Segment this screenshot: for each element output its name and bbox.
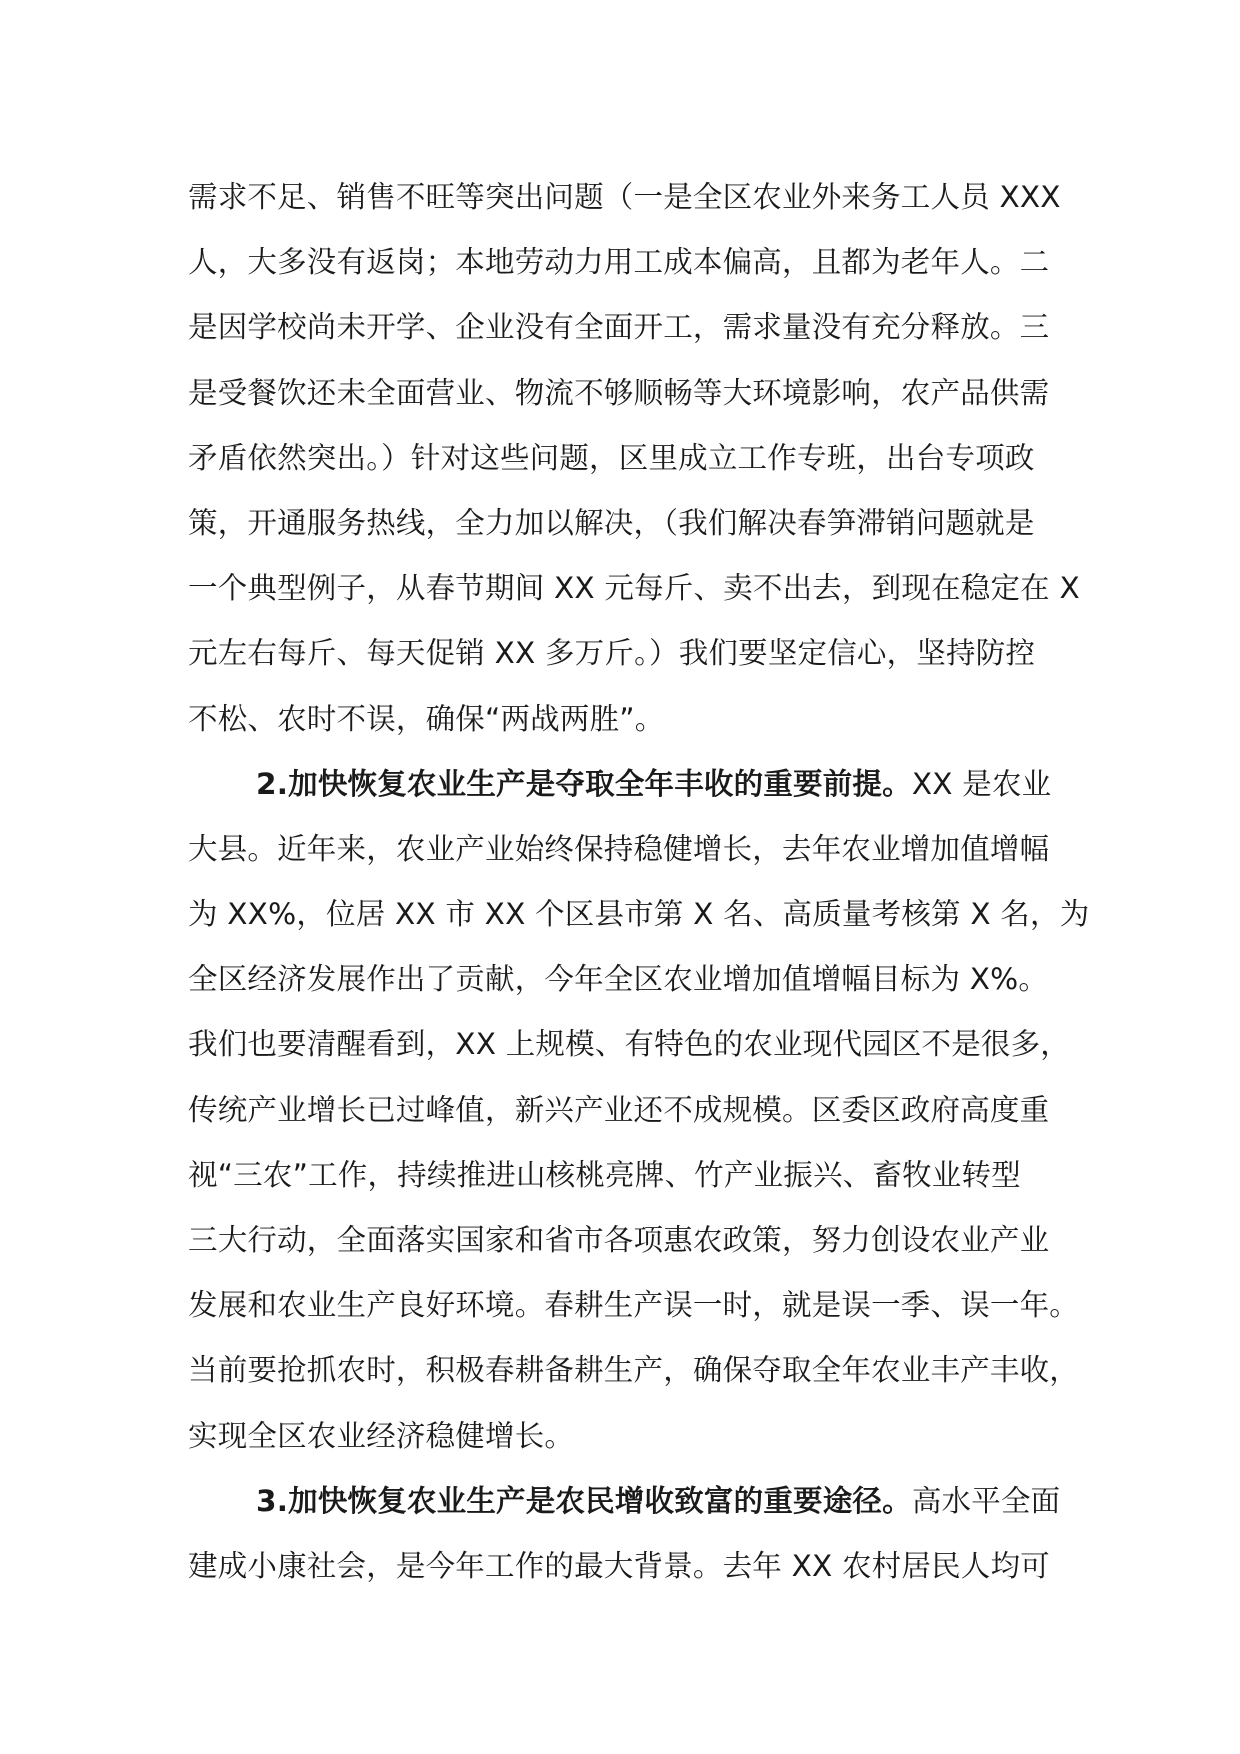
text-line: 策，开通服务热线，全力加以解决，（我们解决春笋滞销问题就是 — [188, 505, 1035, 540]
text-line: 实现全区农业经济稳健增长。 — [188, 1418, 575, 1453]
text-line: 当前要抢抓农时，积极春耕备耕生产，确保夺取全年农业丰产丰收， — [188, 1353, 1080, 1388]
text-line: 是受餐饮还未全面营业、物流不够顺畅等大环境影响，农产品供需 — [188, 375, 1050, 410]
text-line: 发展和农业生产良好环境。春耕生产误一时，就是误一季、误一年。 — [188, 1288, 1080, 1323]
text-line: 为 XX%，位居 XX 市 XX 个区县市第 X 名、高质量考核第 X 名，为 — [188, 897, 1090, 932]
text-line: 三大行动，全面落实国家和省市各项惠农政策，努力创设农业产业 — [188, 1223, 1050, 1257]
text-line: 我们也要清醒看到，XX 上规模、有特色的农业现代园区不是很多， — [188, 1027, 1070, 1062]
section-heading: 3.加快恢复农业生产是农民增收致富的重要途径。 — [256, 1483, 912, 1518]
text-line: 建成小康社会，是今年工作的最大背景。去年 XX 农村居民人均可 — [188, 1548, 1050, 1583]
text-run: XX 是农业 — [911, 766, 1052, 801]
text-line: 人，大多没有返岗；本地劳动力用工成本偏高，且都为老年人。二 — [188, 245, 1050, 280]
text-line: 元左右每斤、每天促销 XX 多万斤。）我们要坚定信心，坚持防控 — [188, 636, 1036, 671]
section-heading-line — [188, 752, 1078, 817]
text-run: 高水平全面 — [911, 1483, 1061, 1518]
section-heading-line — [188, 1469, 1078, 1534]
text-line: 不松、农时不误，确保“两战两胜”。 — [188, 701, 665, 736]
text-line: 是因学校尚未开学、企业没有全面开工，需求量没有充分释放。三 — [188, 310, 1050, 345]
section-heading: 2.加快恢复农业生产是夺取全年丰收的重要前提。 — [256, 766, 912, 801]
text-line: 一个典型例子，从春节期间 XX 元每斤、卖不出去，到现在稳定在 X — [188, 571, 1080, 606]
body-text — [188, 165, 1090, 1599]
text-line: 需求不足、销售不旺等突出问题（一是全区农业外来务工人员 XXX — [188, 180, 1061, 214]
text-line: 视“三农”工作，持续推进山核桃亮牌、竹产业振兴、畜牧业转型 — [188, 1157, 1021, 1192]
text-line: 全区经济发展作出了贡献，今年全区农业增加值增幅目标为 X%。 — [188, 962, 1049, 997]
text-line: 矛盾依然突出。）针对这些问题，区里成立工作专班，出台专项政 — [188, 440, 1035, 475]
text-line: 传统产业增长已过峰值，新兴产业还不成规模。区委区政府高度重 — [188, 1092, 1050, 1127]
text-line: 大县。近年来，农业产业始终保持稳健增长，去年农业增加值增幅 — [188, 831, 1050, 866]
